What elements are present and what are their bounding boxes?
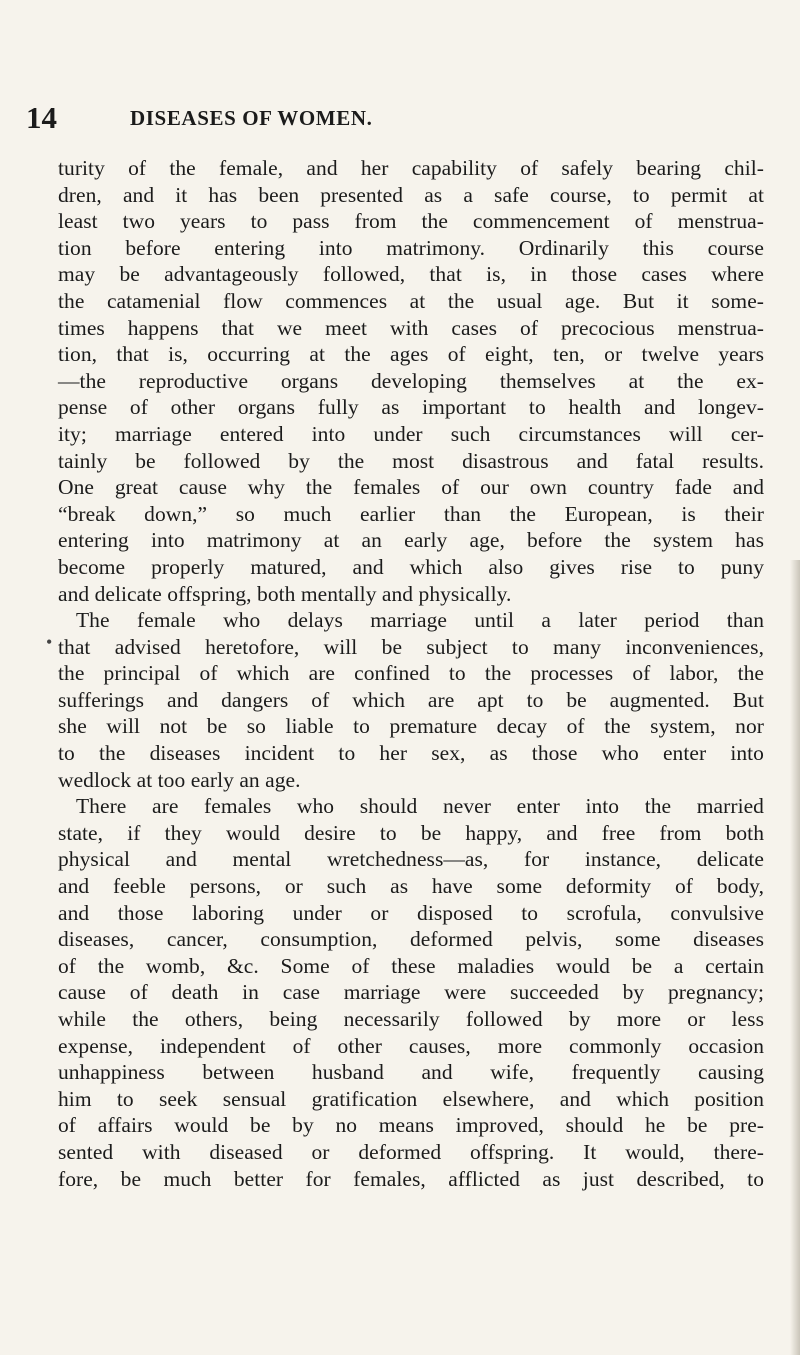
text-line: of affairs would be by no means improved, should he be pre-: [58, 1113, 764, 1138]
text-line: and those laboring under or disposed to scrofula, convulsive: [58, 900, 764, 925]
text-line: expense, independent of other causes, more commonly occasion: [58, 1033, 764, 1058]
running-title: DISEASES OF WOMEN.: [130, 106, 373, 130]
text-line: pense of other organs fully as important to health and longev-: [58, 395, 764, 420]
text-line: the principal of which are confined to the processes of labor, the: [58, 661, 764, 686]
text-line: times happens that we meet with cases of precocious menstrua-: [58, 315, 764, 340]
text-line: diseases, cancer, consumption, deformed pelvis, some diseases: [58, 927, 764, 952]
text-line: “break down,” so much earlier than the European, is their: [58, 501, 764, 526]
text-line: tion before entering into matrimony. Ordinarily this course: [58, 235, 764, 260]
text-line: sented with diseased or deformed offspring. It would, there-: [58, 1139, 764, 1164]
text-line: and feeble persons, or such as have some deformity of body,: [58, 874, 764, 899]
text-line: fore, be much better for females, afflicted as just described, to: [58, 1166, 764, 1191]
text-line: and delicate offspring, both mentally and physically.: [58, 581, 512, 606]
text-line: The female who delays marriage until a later period than: [76, 608, 764, 633]
text-line: There are females who should never enter into the married: [76, 794, 764, 819]
text-line: entering into matrimony at an early age, before the system has: [58, 528, 764, 553]
text-line: turity of the female, and her capability of safely bearing chil-: [58, 156, 764, 180]
text-line: the catamenial flow commences at the usual age. But it some-: [58, 288, 764, 313]
text-line: physical and mental wretchedness—as, for instance, delicate: [58, 847, 764, 872]
text-line: dren, and it has been presented as a safe course, to permit at: [58, 182, 764, 207]
text-line: while the others, being necessarily followed by more or less: [58, 1007, 764, 1031]
text-line: wedlock at too early an age.: [58, 767, 301, 792]
page-number: 14: [26, 100, 57, 135]
text-line: him to seek sensual gratification elsewhere, and which position: [58, 1086, 764, 1111]
text-line: tainly be followed by the most disastrous and fatal results.: [58, 448, 764, 473]
text-line: cause of death in case marriage were succeeded by pregnancy;: [58, 980, 764, 1005]
text-line: —the reproductive organs developing themselves at the ex-: [58, 368, 764, 393]
text-line: to the diseases incident to her sex, as those who enter into: [58, 741, 764, 766]
text-line: ity; marriage entered into under such circumstances will cer-: [58, 421, 764, 446]
text-line: may be advantageously followed, that is, in those cases where: [58, 262, 764, 287]
text-line: state, if they would desire to be happy, and free from both: [58, 820, 764, 845]
text-line: One great cause why the females of our own country fade and: [58, 475, 764, 500]
page-edge-shadow: [790, 560, 800, 1355]
text-line: become properly matured, and which also gives rise to puny: [58, 554, 764, 579]
text-line: tion, that is, occurring at the ages of eight, ten, or twelve years: [58, 342, 764, 367]
text-line: sufferings and dangers of which are apt to be augmented. But: [58, 687, 764, 712]
margin-speck: •: [46, 632, 53, 652]
running-head: [26, 100, 766, 140]
text-line: that advised heretofore, will be subject to many inconveniences,: [58, 634, 764, 659]
text-line: unhappiness between husband and wife, frequently causing: [58, 1060, 764, 1085]
text-line: she will not be so liable to premature decay of the system, nor: [58, 714, 764, 739]
body-text: [58, 155, 764, 1192]
text-line: least two years to pass from the commencement of menstrua-: [58, 209, 764, 234]
text-line: of the womb, &c. Some of these maladies would be a certain: [58, 953, 764, 978]
